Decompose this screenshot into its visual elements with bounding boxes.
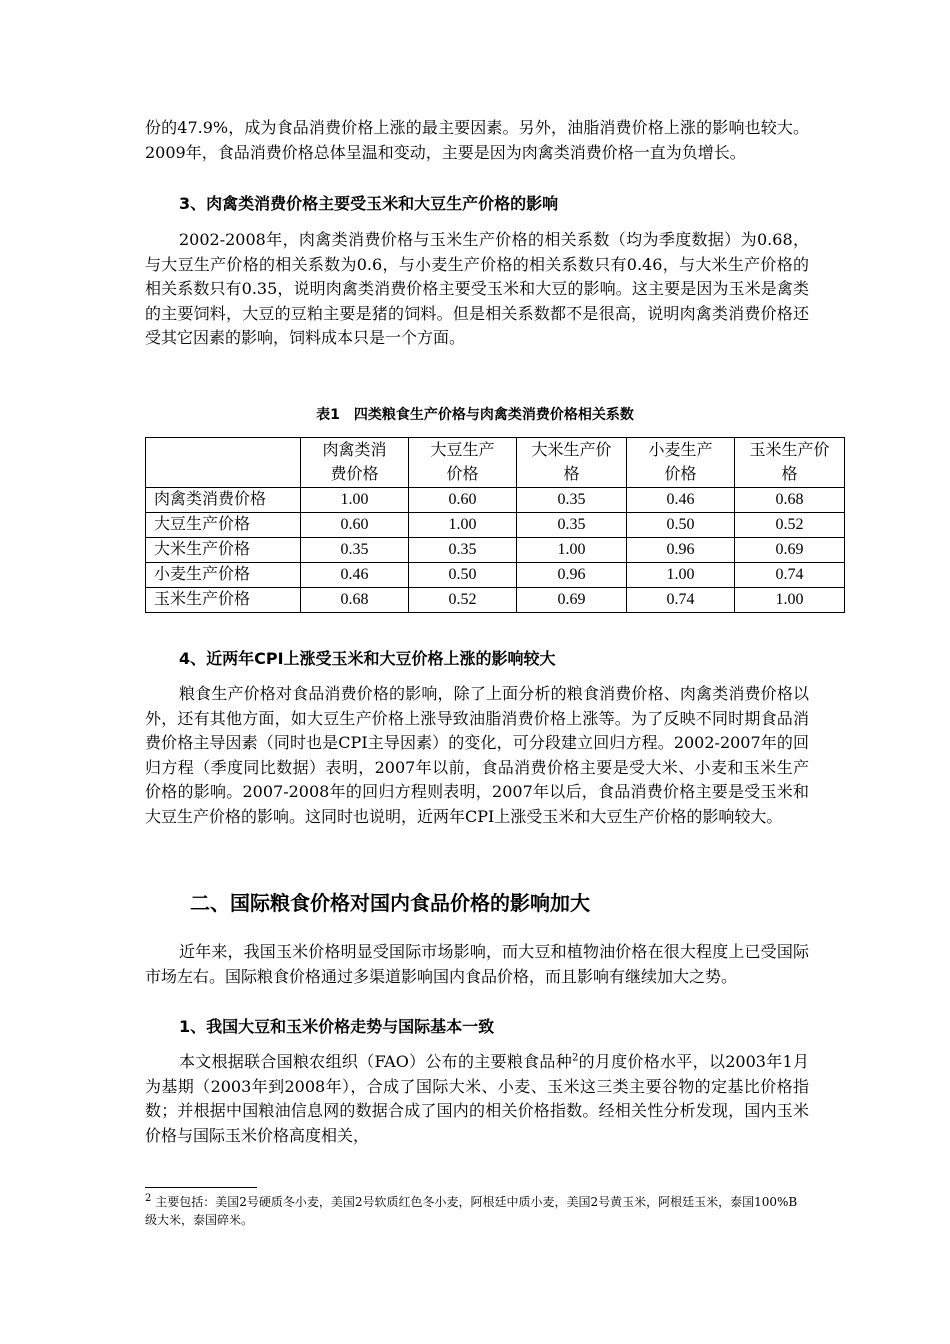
paragraph-correlation: 2002-2008年，肉禽类消费价格与玉米生产价格的相关系数（均为季度数据）为0.68，与大豆生产价格的相关系数为0.6，与小麦生产价格的相关系数只有0.46，与大米生产价格的相关系数只有0.35，说明肉禽类消费价格主要受玉米和大豆的影响。这主要是因为玉米是禽类的主要饲料，大豆的豆粕主要是猪的饲料。但是相关系数都不是很高，说明肉禽类消费价格还受其它因素的影响，饲料成本只是一个方面。 [145,230,809,347]
table-cell: 0.60 [409,488,517,513]
table-corner-cell [146,438,301,488]
table-cell: 0.50 [627,513,735,538]
table-cell: 1.00 [735,588,845,613]
column-header: 肉禽类消费价格 [301,438,409,488]
table-cell: 0.50 [409,563,517,588]
table-cell: 0.69 [517,588,627,613]
table-caption: 表1 四类粮食生产价格与肉禽类消费价格相关系数 [316,407,634,423]
subheading-1: 1、我国大豆和玉米价格走势与国际基本一致 [179,1017,495,1036]
subheading-3: 3、肉禽类消费价格主要受玉米和大豆生产价格的影响 [179,194,559,213]
table-cell: 0.35 [517,513,627,538]
section-heading-2: 二、国际粮食价格对国内食品价格的影响加大 [190,891,590,915]
paragraph-cpi: 粮食生产价格对食品消费价格的影响，除了上面分析的粮食消费价格、肉禽类消费价格以外，还有其他方面，如大豆生产价格上涨导致油脂消费价格上涨等。为了反映不同时期食品消费价格主导因素（同时也是CPI主导因素）的变化，可分段建立回归方程。2002-2007年的回归方程（季度同比数据）表明，2007年以前，食品消费价格主要是受大米、小麦和玉米生产价格的影响。2007-2008年的回归方程则表明，2007年以后，食品消费价格主要是受玉米和大豆生产价格的影响。这同时也说明，近两年CPI上涨受玉米和大豆生产价格的影响较大。 [145,684,809,826]
table-cell: 0.96 [517,563,627,588]
footnote [145,1193,809,1229]
table-cell: 0.96 [627,538,735,563]
subheading-4: 4、近两年CPI上涨受玉米和大豆价格上涨的影响较大 [179,649,556,668]
table-cell: 0.35 [301,538,409,563]
table-row [146,488,845,513]
paragraph-fao [145,1050,809,1148]
row-header: 玉米生产价格 [146,588,301,613]
paragraph-continued: 份的47.9%，成为食品消费价格上涨的最主要因素。另外，油脂消费价格上涨的影响也较大。2009年，食品消费价格总体呈温和变动，主要是因为肉禽类消费价格一直为负增长。 [145,118,809,162]
paragraph-fao-part1: 本文根据联合国粮农组织（FAO）公布的主要粮食品种 [179,1052,572,1071]
table-row [146,513,845,538]
correlation-table [145,437,845,613]
table-cell: 0.69 [735,538,845,563]
table-cell: 0.35 [409,538,517,563]
table-cell: 0.35 [517,488,627,513]
paragraph-fao-part2: 的月度价格水平，以2003年1月为基期（2003年到2008年），合成了国际大米、小麦、玉米这三类主要谷物的定基比价格指数；并根据中国粮油信息网的数据合成了国内的相关价格指数。经相关性分析发现，国内玉米价格与国际玉米价格高度相关， [145,1052,809,1145]
footnote-text: 主要包括：美国2号硬质冬小麦，美国2号软质红色冬小麦，阿根廷中质小麦，美国2号黄玉米，阿根廷玉米，泰国100%B级大米，泰国碎米。 [145,1195,798,1227]
table-cell: 0.68 [735,488,845,513]
table-cell: 0.68 [301,588,409,613]
row-header: 大米生产价格 [146,538,301,563]
table-row [146,563,845,588]
table-cell: 1.00 [517,538,627,563]
table-cell: 0.74 [627,588,735,613]
row-header: 肉禽类消费价格 [146,488,301,513]
table-cell: 0.74 [735,563,845,588]
footnote-reference[interactable]: 2 [571,1052,579,1064]
table-header-row [146,438,845,488]
table-cell: 0.52 [735,513,845,538]
row-header: 大豆生产价格 [146,513,301,538]
table-cell: 0.52 [409,588,517,613]
table-cell: 0.46 [301,563,409,588]
row-header: 小麦生产价格 [146,563,301,588]
table-cell: 1.00 [627,563,735,588]
table-row [146,538,845,563]
table-cell: 1.00 [301,488,409,513]
column-header: 小麦生产价格 [627,438,735,488]
table-row [146,588,845,613]
table-cell: 0.60 [301,513,409,538]
footnote-divider [145,1187,257,1188]
footnote-mark: 2 [145,1193,152,1204]
table-cell: 0.46 [627,488,735,513]
table-cell: 1.00 [409,513,517,538]
paragraph-international: 近年来，我国玉米价格明显受国际市场影响，而大豆和植物油价格在很大程度上已受国际市场左右。国际粮食价格通过多渠道影响国内食品价格，而且影响有继续加大之势。 [145,942,809,986]
column-header: 大米生产价格 [517,438,627,488]
column-header: 玉米生产价格 [735,438,845,488]
column-header: 大豆生产价格 [409,438,517,488]
